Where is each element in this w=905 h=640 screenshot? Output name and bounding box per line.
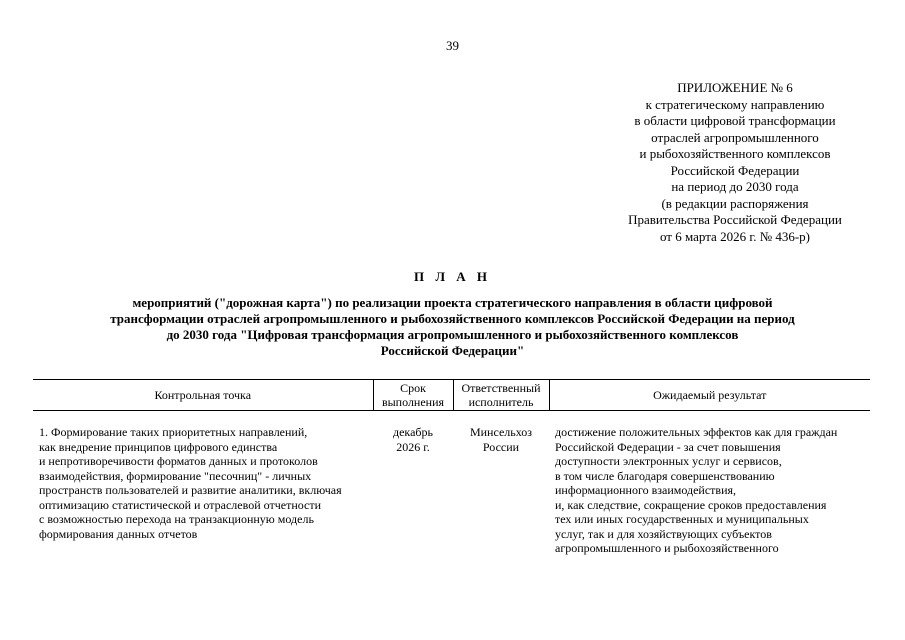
cell-line: формирования данных отчетов [39,526,198,541]
plan-subtitle [40,295,865,359]
cell-line: доступности электронных услуг и сервисов, [555,454,782,468]
appendix-line: в области цифровой трансформации [634,113,836,128]
cell-line: информационного взаимодействия, [555,483,737,497]
subtitle-line: Российской Федерации" [380,343,525,358]
cell-line: и, как следствие, сокращение сроков предоставления [555,497,827,512]
appendix-line: Российской Федерации [670,162,800,178]
cell-line: достижение положительных эффектов как для граждан [555,425,838,439]
cell-line: с возможностью перехода на транзакционную модель [39,512,314,526]
subtitle-line: трансформации отраслей агропромышленного и рыбохозяйственного комплексов Российской Федерации на период [110,311,795,326]
cell-control-point [33,411,373,557]
cell-line: декабрь [393,425,433,439]
appendix-line: отраслей агропромышленного [651,129,819,145]
header-deadline-line: выполнения [381,395,445,409]
appendix-line: ПРИЛОЖЕНИЕ № 6 [677,80,793,95]
cell-line: тех или иных государственных и муниципальных [555,512,809,526]
page-number: 39 [446,38,459,53]
subtitle-line: до 2030 года "Цифровая трансформация агропромышленного и рыбохозяйственного комплексов [166,327,739,342]
cell-line: в том числе благодаря совершенствованию [555,468,775,483]
cell-line: Минсельхоз [469,425,533,439]
header-responsible-line: исполнитель [468,395,534,409]
appendix-line: Правительства Российской Федерации [628,212,842,227]
header-deadline [373,380,453,411]
header-control-point: Контрольная точка [33,380,373,411]
appendix-line: (в редакции распоряжения [661,195,809,211]
cell-line: взаимодействия, формирование "песочниц" - личных [39,468,312,483]
cell-line: оптимизацию статистической и отраслевой отчетности [39,497,322,512]
header-deadline-line: Срок [400,380,426,395]
cell-line: Российской Федерации - за счет повышения [555,439,781,454]
header-responsible-line: Ответственный [461,380,541,395]
cell-expected-result [549,411,870,557]
cell-line: 1. Формирование таких приоритетных направлений, [39,425,308,439]
appendix-line: и рыбохозяйственного комплексов [639,146,831,161]
cell-responsible [453,411,549,557]
cell-line: 2026 г. [396,439,430,454]
cell-line: как внедрение принципов цифрового единства [39,439,278,454]
header-responsible [453,380,549,411]
cell-line: России [482,439,520,454]
appendix-line: на период до 2030 года [671,179,799,194]
cell-deadline [373,411,453,557]
appendix-line: от 6 марта 2026 г. № 436-р) [659,228,811,244]
plan-title: П Л А Н [413,269,492,284]
table-row [33,411,870,557]
cell-line: и непротиворечивости форматов данных и протоколов [39,454,318,468]
cell-line: агропромышленного и рыбохозяйственного [555,541,779,555]
table-header-row [33,380,870,411]
plan-table [33,379,870,557]
cell-line: услуг, так и для хозяйствующих субъектов [555,526,772,541]
appendix-line: к стратегическому направлению [645,96,825,112]
header-expected-result: Ожидаемый результат [549,380,870,411]
cell-line: пространств пользователей и развитие аналитики, включая [39,483,342,497]
subtitle-line: мероприятий ("дорожная карта") по реализации проекта стратегического направления в области цифровой [132,295,773,310]
appendix-block [590,80,880,245]
